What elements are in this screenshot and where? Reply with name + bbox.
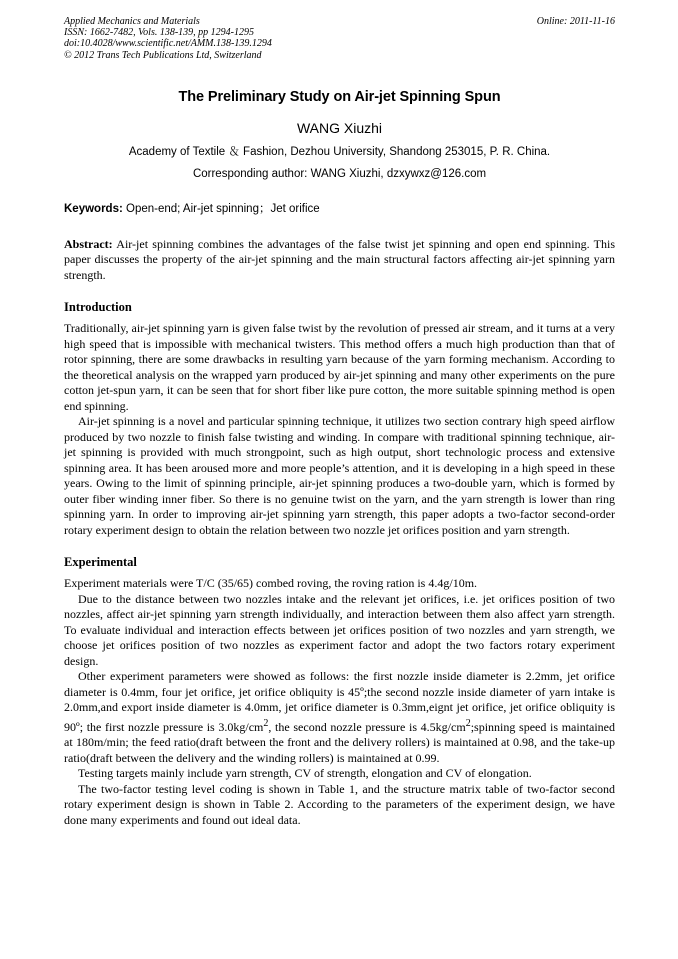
abstract-label: Abstract: <box>64 236 113 251</box>
experimental-paragraph-2: Due to the distance between two nozzles intake and the relevant jet orifices, i.e. jet orifices position of two nozzles, affect air-jet spinning yarn strength individually, and interaction between them also affect yarn strength. To evaluate individual and interaction effects between jet orifices position of two nozzles and yarn strength, we choose jet orifices position of two nozzles as experiment factor and adopt the two factors rotary experiment design. <box>64 591 615 668</box>
copyright-line: © 2012 Trans Tech Publications Ltd, Switzerland <box>64 49 262 61</box>
journal-name: Applied Mechanics and Materials <box>64 16 200 27</box>
experimental-paragraph-3-part-b: , the second nozzle pressure is 4.5kg/cm <box>268 719 466 734</box>
paper-title: The Preliminary Study on Air-jet Spinning Spun <box>178 88 501 105</box>
corresponding-author: Corresponding author: WANG Xiuzhi, dzxywxz@126.com <box>192 167 487 180</box>
section-heading-experimental: Experimental <box>64 555 137 570</box>
online-date: Online: 2011-11-16 <box>536 16 615 27</box>
paper-page <box>64 16 615 828</box>
keywords-label: Keywords: <box>64 202 123 215</box>
introduction-paragraph-1: Traditionally, air-jet spinning yarn is given false twist by the revolution of pressed air stream, and it turns at a very high speed that is impossible with mechanical twisters. This method offers a much high production than that of rotor spinning, there are some drawbacks in resulting yarn because of the yarn forming mechanism. According to the theoretical analysis on the wrapped yarn produced by air-jet spinning and many other experiments on the pure cotton jet-spun yarn, it can be seen that for short fiber like pure cotton, the more suitable spinning method is open end spinning. <box>64 321 615 413</box>
experimental-paragraph-1: Experiment materials were T/C (35/65) combed roving, the roving ration is 4.4g/10m. <box>64 576 478 591</box>
superscript-squared: 2 <box>263 717 269 729</box>
introduction-paragraph-2: Air-jet spinning is a novel and particular spinning technique, it utilizes two section contrary high speed airflow produced by two nozzle to finish false twisting and winding. In compare with traditional spinning technique, air-jet spinning is provided with much strongpoint, such as high output, short technologic process and extensive spinning area. It has been aroused more and more people’s attention, and it is developing in a high speed in these years. Owing to the limit of spinning principle, air-jet spinning produces a two-double yarn, which is formed by outer fiber winding inner fiber. So there is no genuine twist on the yarn, and the yarn strength is lower than ring spinning yarn. In order to improving air-jet spinning yarn strength, this paper adopts a two-factor second-order rotary experiment design to obtain the relation between two nozzle jet orifices position and yarn strength. <box>64 414 615 537</box>
issn-line: ISSN: 1662-7482, Vols. 138-139, pp 1294-1295 <box>64 27 254 39</box>
doi-line: doi:10.4028/www.scientific.net/AMM.138-139.1294 <box>64 38 272 50</box>
experimental-paragraph-3-part-c: ;spinning speed is maintained at 180m/min; the feed ratio(draft between the front and the delivery rollers) is maintained at 0.98, and the take-up ratio(draft between the delivery and the winding rollers) is maintained at 0.99. <box>64 719 616 765</box>
affiliation: Academy of Textile ＆ Fashion, Dezhou University, Shandong 253015, P. R. China. <box>128 145 551 158</box>
author-name: WANG Xiuzhi <box>296 119 383 136</box>
superscript-squared: 2 <box>465 717 471 729</box>
abstract <box>64 237 615 284</box>
abstract-text: Air-jet spinning combines the advantages of the false twist jet spinning and open end spinning. This paper discusses the property of the air-jet spinning and the main structural factors affecting air-jet spinning yarn strength. <box>64 236 615 282</box>
keywords-text: Open-end; Air-jet spinning；Jet orifice <box>126 202 320 215</box>
journal-header <box>64 16 615 61</box>
section-heading-introduction: Introduction <box>64 300 132 315</box>
experimental-paragraph-3-part-a: Other experiment parameters were showed as follows: the first nozzle inside diameter is 2.2mm, jet orifice diameter is 0.4mm, four jet orifice, jet orifice obliquity is 45º;the second nozzle inside diameter of yarn intake is 2.0mm,and export inside diameter is 4.0mm, jet orifice diameter is 0.3mm,eignt jet orifice, jet orifice obliquity is 90º; the first nozzle pressure is 3.0kg/cm <box>64 669 615 734</box>
experimental-paragraph-5: The two-factor testing level coding is shown in Table 1, and the structure matrix table of two-factor second rotary experiment design is shown in Table 2. According to the parameters of the experiment design, we have done many experiments and found out ideal data. <box>64 781 615 827</box>
keywords <box>64 202 615 216</box>
experimental-paragraph-4: Testing targets mainly include yarn strength, CV of strength, elongation and CV of elongation. <box>78 766 532 781</box>
experimental-paragraph-3 <box>64 669 615 766</box>
